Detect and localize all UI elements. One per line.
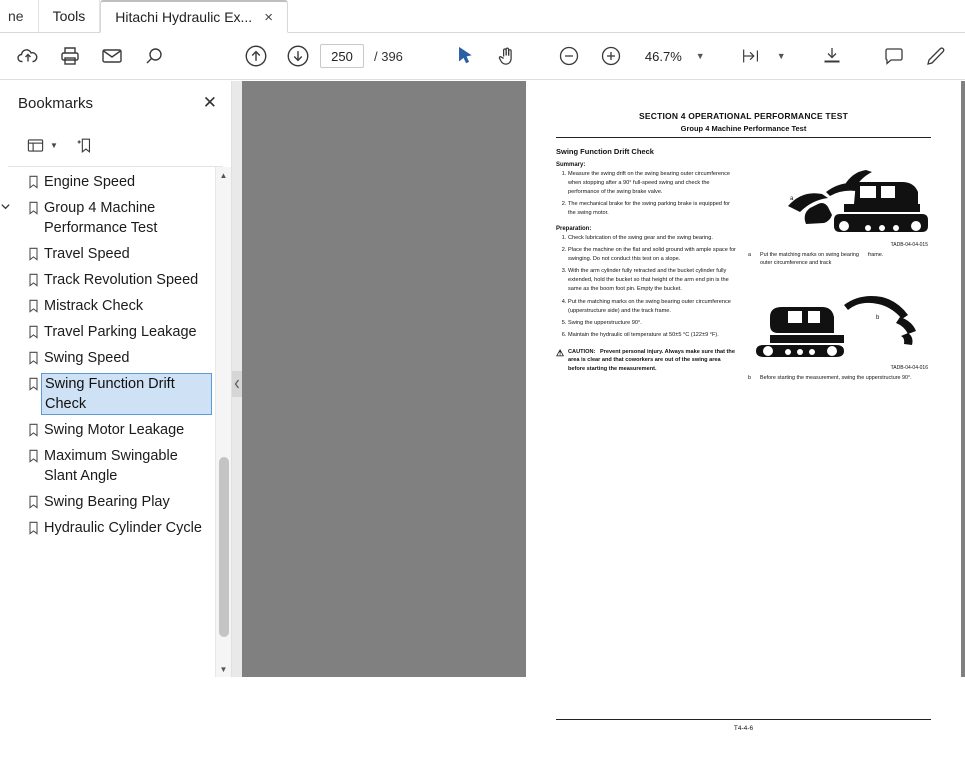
fit-page-button[interactable] — [731, 36, 771, 76]
figure-excavator-swing-view — [748, 277, 928, 363]
tab-label: Hitachi Hydraulic Ex... — [115, 9, 253, 25]
bookmark-icon — [22, 172, 44, 189]
figure2-note — [748, 374, 928, 382]
warning-triangle-icon: ⚠ — [556, 347, 565, 358]
hand-icon — [495, 45, 518, 68]
save-button[interactable] — [8, 36, 48, 76]
summary-label: Summary: — [556, 162, 586, 168]
bookmark-label: Hydraulic Cylinder Cycle — [44, 520, 202, 536]
bookmark-item-mistrack-check[interactable] — [0, 293, 231, 319]
chevron-down-icon: ▼ — [50, 141, 58, 150]
bookmark-label: Travel Speed — [44, 246, 130, 262]
bookmark-label: Travel Parking Leakage — [44, 324, 197, 340]
zoom-out-button[interactable] — [549, 36, 589, 76]
figure2-marker: b — [876, 315, 880, 322]
bookmark-options-button[interactable] — [26, 136, 58, 155]
list-item: 1. Measure the swing drift on the swing bearing outer circumference when stopping after a 90° full-speed swing and check the performance of the swing brake valve. — [568, 170, 738, 197]
list-item: 5. Swing the upperstructure 90°. — [568, 319, 738, 328]
bookmarks-list[interactable] — [0, 167, 231, 677]
figure2-note-key: b — [748, 375, 751, 382]
list-options-icon — [26, 136, 45, 155]
previous-page-button[interactable] — [236, 36, 276, 76]
upload-cloud-icon — [16, 44, 40, 68]
preparation-list — [556, 234, 738, 339]
main-body — [0, 81, 965, 732]
document-section-title: SECTION 4 OPERATIONAL PERFORMANCE TEST — [639, 111, 848, 121]
tab-tools[interactable] — [39, 0, 101, 32]
bookmark-item-travel-parking-leakage[interactable] — [0, 319, 231, 345]
bookmark-icon — [22, 492, 44, 509]
scroll-up-icon[interactable]: ▲ — [219, 170, 228, 180]
bookmark-icon — [22, 198, 44, 215]
bookmark-item-maximum-swingable-slant-angle[interactable] — [0, 443, 231, 489]
caution-note — [556, 348, 738, 374]
list-item: 1. Check lubrication of the swing gear and the swing bearing. — [568, 234, 738, 243]
figure2-id: TADB-04-04-016 — [890, 365, 928, 372]
bookmark-label: Swing Bearing Play — [44, 494, 170, 510]
document-topic-title: Swing Function Drift Check — [556, 147, 654, 156]
figure1-note-key: a — [748, 252, 751, 258]
close-icon[interactable]: × — [264, 8, 273, 26]
tab-label: ne — [8, 7, 24, 24]
zoom-level-label: 46.7% — [644, 48, 682, 64]
list-item: 2. The mechanical brake for the swing parking brake is equipped for the swing motor. — [568, 200, 738, 218]
bookmark-icon — [22, 322, 44, 339]
bookmark-icon — [22, 420, 44, 437]
figure2-note-text: Before starting the measurement, swing the upperstructure 90°. — [760, 375, 912, 382]
list-item: 4. Put the matching marks on the swing bearing outer circumference (upperstructure side) and the track frame. — [568, 298, 738, 316]
bookmark-item-swing-speed[interactable] — [0, 345, 231, 371]
print-button[interactable] — [50, 36, 90, 76]
list-item: 6. Maintain the hydraulic oil temperature at 50±5 °C (122±9 °F). — [568, 331, 738, 340]
new-bookmark-button[interactable] — [76, 136, 95, 155]
bookmark-icon — [22, 348, 44, 365]
add-bookmark-icon — [76, 136, 95, 155]
page-number-input[interactable] — [320, 44, 364, 68]
panel-title: Bookmarks — [18, 94, 94, 112]
bookmark-label: Maximum Swingable Slant Angle — [44, 448, 178, 484]
zoom-level-dropdown[interactable] — [641, 46, 709, 67]
comment-icon — [882, 44, 906, 68]
figure1-note-text2: frame. — [868, 252, 884, 258]
plus-circle-icon — [599, 44, 623, 68]
search-icon — [142, 44, 166, 68]
minus-circle-icon — [557, 44, 581, 68]
bookmark-icon — [22, 244, 44, 261]
bookmark-item-swing-motor-leakage[interactable] — [0, 417, 231, 443]
preparation-label: Preparation: — [556, 226, 592, 233]
bookmarks-scrollbar[interactable] — [215, 167, 231, 677]
document-right-column — [748, 162, 928, 382]
splitter-grip[interactable] — [232, 371, 242, 397]
bookmark-label: Track Revolution Speed — [44, 272, 199, 288]
bookmark-icon — [22, 518, 44, 535]
figure1-note-text: Put the matching marks on swing bearing outer circumference and track — [760, 252, 859, 267]
bookmark-item-hydraulic-cylinder-cycle[interactable] — [0, 515, 231, 541]
email-button[interactable] — [92, 36, 132, 76]
printer-icon — [58, 44, 82, 68]
zoom-in-button[interactable] — [591, 36, 631, 76]
close-icon[interactable]: ✕ — [202, 93, 217, 112]
page-footer: T4-4-6 — [556, 719, 931, 732]
highlight-button[interactable] — [916, 36, 956, 76]
main-toolbar — [0, 33, 965, 80]
bookmark-icon — [22, 296, 44, 313]
summary-list — [556, 170, 738, 218]
document-viewport[interactable] — [242, 81, 965, 732]
bookmark-label: Group 4 Machine Performance Test — [44, 200, 158, 236]
bookmarks-panel — [0, 81, 232, 677]
figure-excavator-side-view — [748, 162, 928, 240]
download-button[interactable] — [812, 36, 852, 76]
caution-text: Prevent personal injury. Always make sure that the area is clear and that coworkers are out of the swing area before starting the measurement. — [568, 348, 735, 373]
arrow-up-circle-icon — [243, 43, 269, 69]
chevron-down-icon[interactable] — [0, 198, 22, 212]
document-left-column — [556, 162, 738, 382]
bookmarks-toolbar — [8, 125, 223, 167]
scrollbar-thumb[interactable] — [219, 457, 229, 637]
bookmark-item-swing-function-drift-check[interactable] — [0, 371, 231, 417]
document-group-title: Group 4 Machine Performance Test — [556, 124, 931, 138]
pan-tool-button[interactable] — [487, 36, 527, 76]
panel-splitter[interactable] — [232, 81, 242, 677]
envelope-icon — [100, 44, 124, 68]
download-icon — [820, 44, 844, 68]
find-button[interactable] — [134, 36, 174, 76]
bookmark-label: Swing Motor Leakage — [44, 422, 185, 438]
figure1-id: TADB-04-04-015 — [890, 242, 928, 248]
bookmark-item-swing-bearing-play[interactable] — [0, 489, 231, 515]
figure1-marker: a — [790, 196, 794, 202]
bookmark-item-track-revolution-speed[interactable] — [0, 267, 231, 293]
pdf-page — [526, 81, 961, 758]
list-item: 2. Place the machine on the flat and solid ground with ample space for swinging. Do not conduct this test on a slope. — [568, 246, 738, 264]
figure1-note — [748, 251, 928, 267]
bookmark-label: Mistrack Check — [44, 298, 144, 314]
chevron-down-icon: ▼ — [776, 51, 786, 61]
bookmark-item-travel-speed[interactable] — [0, 241, 231, 267]
select-tool-button[interactable] — [445, 36, 485, 76]
tab-home[interactable] — [0, 0, 39, 32]
fit-page-icon — [740, 45, 762, 67]
caution-label: CAUTION: — [568, 348, 596, 355]
comment-button[interactable] — [874, 36, 914, 76]
cursor-icon — [454, 45, 476, 67]
tab-document[interactable] — [100, 0, 288, 33]
tab-strip — [0, 0, 965, 33]
next-page-button[interactable] — [278, 36, 318, 76]
bookmark-label: Swing Function Drift Check — [41, 373, 212, 415]
list-item: 3. With the arm cylinder fully retracted and the bucket cylinder fully extended, hold the bucket so that height of the arm end pin is the same as the boom foot pin. Empty the bucket. — [568, 267, 738, 294]
bookmark-label: Swing Speed — [44, 350, 130, 366]
pen-icon — [924, 44, 948, 68]
scroll-down-icon[interactable]: ▼ — [219, 664, 228, 674]
bookmarks-header — [0, 81, 231, 125]
arrow-down-circle-icon — [285, 43, 311, 69]
bookmark-item-engine-speed[interactable] — [0, 169, 231, 195]
fit-page-dropdown[interactable] — [773, 48, 790, 64]
bookmark-icon — [22, 446, 44, 463]
chevron-down-icon: ▼ — [695, 51, 705, 61]
bookmark-label: Engine Speed — [44, 174, 136, 190]
page-total-label: / 396 — [374, 48, 403, 64]
bookmark-icon — [22, 270, 44, 287]
tab-label: Tools — [52, 7, 86, 24]
bookmark-item-group-4-machine-performance-test[interactable] — [0, 195, 231, 241]
